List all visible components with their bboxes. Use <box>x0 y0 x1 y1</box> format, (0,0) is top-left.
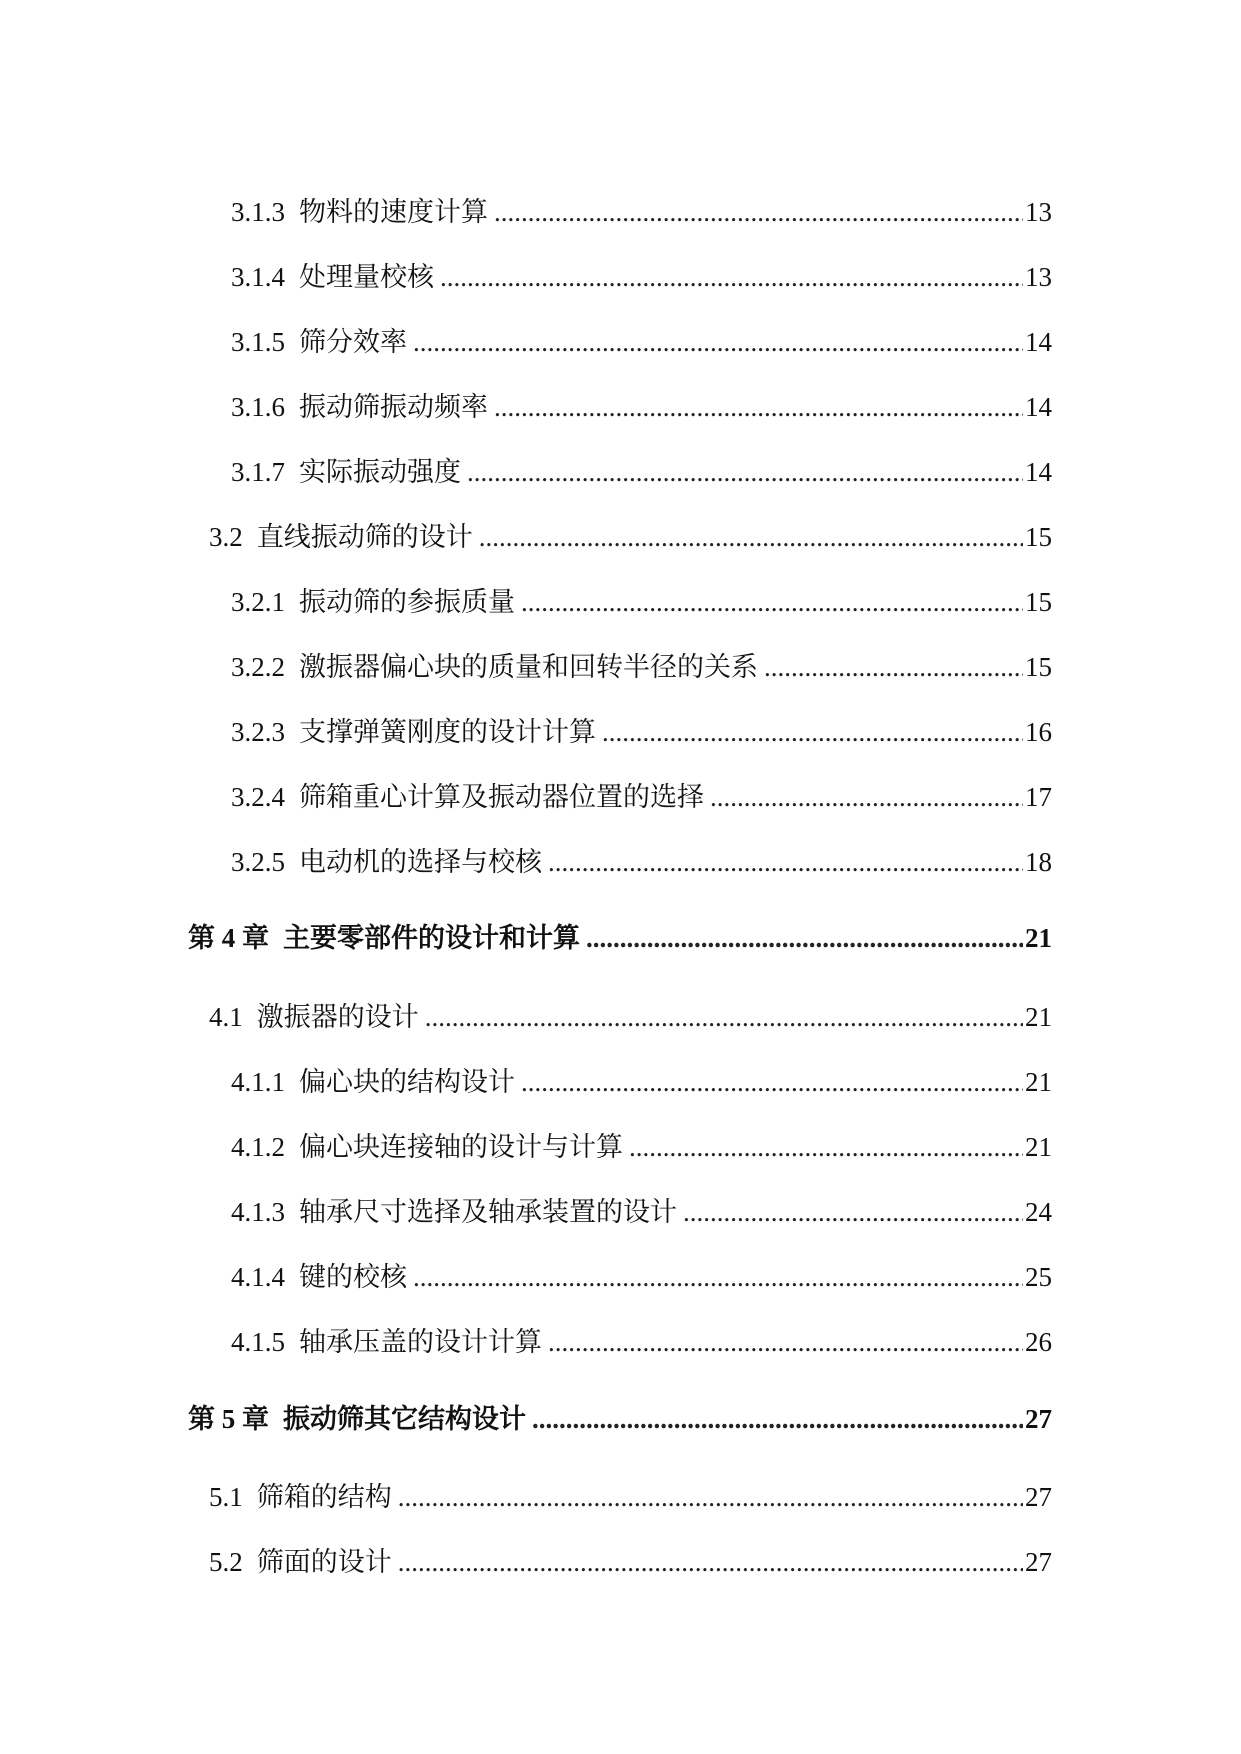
toc-page: 25 <box>1025 1262 1052 1292</box>
toc-leader <box>398 1544 1023 1580</box>
toc-leader <box>602 714 1023 750</box>
toc-leader <box>532 1401 1023 1437</box>
toc-title: 筛箱重心计算及振动器位置的选择 <box>299 782 704 812</box>
toc-number: 3.2.2 <box>231 652 285 682</box>
toc-number: 3.1.6 <box>231 392 285 422</box>
toc-title: 主要零部件的设计和计算 <box>283 923 580 953</box>
toc-leader <box>710 779 1023 815</box>
toc-entry[interactable] <box>231 649 1052 685</box>
toc-leader <box>425 999 1023 1035</box>
toc-title: 物料的速度计算 <box>299 197 488 227</box>
toc-title: 偏心块的结构设计 <box>299 1067 515 1097</box>
toc-entry[interactable] <box>231 389 1052 425</box>
toc-entry[interactable] <box>231 194 1052 230</box>
toc-title: 筛箱的结构 <box>256 1482 392 1512</box>
toc-page: 14 <box>1025 457 1052 487</box>
toc-number: 4.1.4 <box>231 1262 285 1292</box>
toc-leader <box>479 519 1023 555</box>
toc-number: 4.1.1 <box>231 1067 285 1097</box>
toc-page: 27 <box>1025 1482 1052 1512</box>
toc-entry[interactable] <box>231 714 1052 750</box>
toc-page: 21 <box>1025 1067 1052 1097</box>
toc-entry[interactable] <box>231 454 1052 490</box>
toc-page: 15 <box>1025 587 1052 617</box>
toc-page: 15 <box>1025 522 1052 552</box>
toc-entry[interactable] <box>231 584 1052 620</box>
toc-page: 21 <box>1025 1002 1052 1032</box>
toc-page: 13 <box>1025 262 1052 292</box>
toc-page: 21 <box>1025 923 1052 953</box>
toc-entry[interactable] <box>231 844 1052 880</box>
toc-chapter-entry[interactable] <box>188 920 1052 956</box>
toc-title: 轴承压盖的设计计算 <box>299 1327 542 1357</box>
toc-title: 支撑弹簧刚度的设计计算 <box>299 717 596 747</box>
toc-page: 16 <box>1025 717 1052 747</box>
toc-number: 5.1 <box>209 1482 243 1512</box>
toc-number: 5.2 <box>209 1547 243 1577</box>
toc-title: 直线振动筛的设计 <box>256 522 473 552</box>
toc-entry[interactable] <box>231 1259 1052 1295</box>
toc-leader <box>398 1479 1023 1515</box>
toc-page: 18 <box>1025 847 1052 877</box>
toc-title: 筛分效率 <box>299 327 407 357</box>
toc-entry[interactable] <box>231 259 1052 295</box>
toc-page: 17 <box>1025 782 1052 812</box>
toc-number: 4.1.5 <box>231 1327 285 1357</box>
toc-number: 4.1.2 <box>231 1132 285 1162</box>
toc-leader <box>413 1259 1023 1295</box>
toc-number: 第 5 章 <box>188 1404 269 1434</box>
toc-entry[interactable] <box>209 1544 1052 1580</box>
toc-entry[interactable] <box>209 1479 1052 1515</box>
toc-entry[interactable] <box>231 1194 1052 1230</box>
toc-number: 3.1.4 <box>231 262 285 292</box>
toc-number: 3.2.3 <box>231 717 285 747</box>
toc-leader <box>586 920 1023 956</box>
toc-chapter-entry[interactable] <box>188 1401 1052 1437</box>
toc-title: 振动筛其它结构设计 <box>283 1404 526 1434</box>
toc-leader <box>683 1194 1023 1230</box>
toc-leader <box>494 389 1023 425</box>
toc-number: 3.2 <box>209 522 243 552</box>
toc-number: 第 4 章 <box>188 923 269 953</box>
toc-leader <box>548 1324 1023 1360</box>
toc-entry[interactable] <box>231 1129 1052 1165</box>
toc-number: 3.2.5 <box>231 847 285 877</box>
toc-title: 键的校核 <box>299 1262 407 1292</box>
toc-leader <box>413 324 1023 360</box>
toc-number: 3.2.4 <box>231 782 285 812</box>
toc-leader <box>440 259 1023 295</box>
toc-page: 27 <box>1025 1404 1052 1434</box>
toc-page: 26 <box>1025 1327 1052 1357</box>
toc-page: 24 <box>1025 1197 1052 1227</box>
toc-title: 实际振动强度 <box>299 457 461 487</box>
toc-page: 27 <box>1025 1547 1052 1577</box>
toc-leader <box>629 1129 1023 1165</box>
toc-entry[interactable] <box>231 779 1052 815</box>
toc-title: 激振器偏心块的质量和回转半径的关系 <box>299 652 758 682</box>
toc-page: 21 <box>1025 1132 1052 1162</box>
toc-leader <box>548 844 1023 880</box>
toc-title: 激振器的设计 <box>256 1002 419 1032</box>
toc-entry[interactable] <box>231 324 1052 360</box>
toc-entry[interactable] <box>209 519 1052 555</box>
toc-title: 筛面的设计 <box>256 1547 392 1577</box>
toc-number: 3.2.1 <box>231 587 285 617</box>
toc-title: 轴承尺寸选择及轴承装置的设计 <box>299 1197 677 1227</box>
toc-leader <box>764 649 1023 685</box>
toc-leader <box>521 1064 1023 1100</box>
toc-title: 振动筛振动频率 <box>299 392 488 422</box>
toc-title: 振动筛的参振质量 <box>299 587 515 617</box>
toc-page: 14 <box>1025 392 1052 422</box>
toc-number: 4.1.3 <box>231 1197 285 1227</box>
toc-entry[interactable] <box>231 1324 1052 1360</box>
toc-leader <box>521 584 1023 620</box>
toc-entry[interactable] <box>209 999 1052 1035</box>
toc-leader <box>494 194 1023 230</box>
toc-number: 3.1.7 <box>231 457 285 487</box>
toc-entry[interactable] <box>231 1064 1052 1100</box>
toc-leader <box>467 454 1023 490</box>
toc-title: 处理量校核 <box>299 262 434 292</box>
toc-title: 偏心块连接轴的设计与计算 <box>299 1132 623 1162</box>
toc-page: 13 <box>1025 197 1052 227</box>
toc-title: 电动机的选择与校核 <box>299 847 542 877</box>
toc-page: 15 <box>1025 652 1052 682</box>
toc-number: 3.1.5 <box>231 327 285 357</box>
toc-page: 14 <box>1025 327 1052 357</box>
toc-number: 3.1.3 <box>231 197 285 227</box>
toc-number: 4.1 <box>209 1002 243 1032</box>
